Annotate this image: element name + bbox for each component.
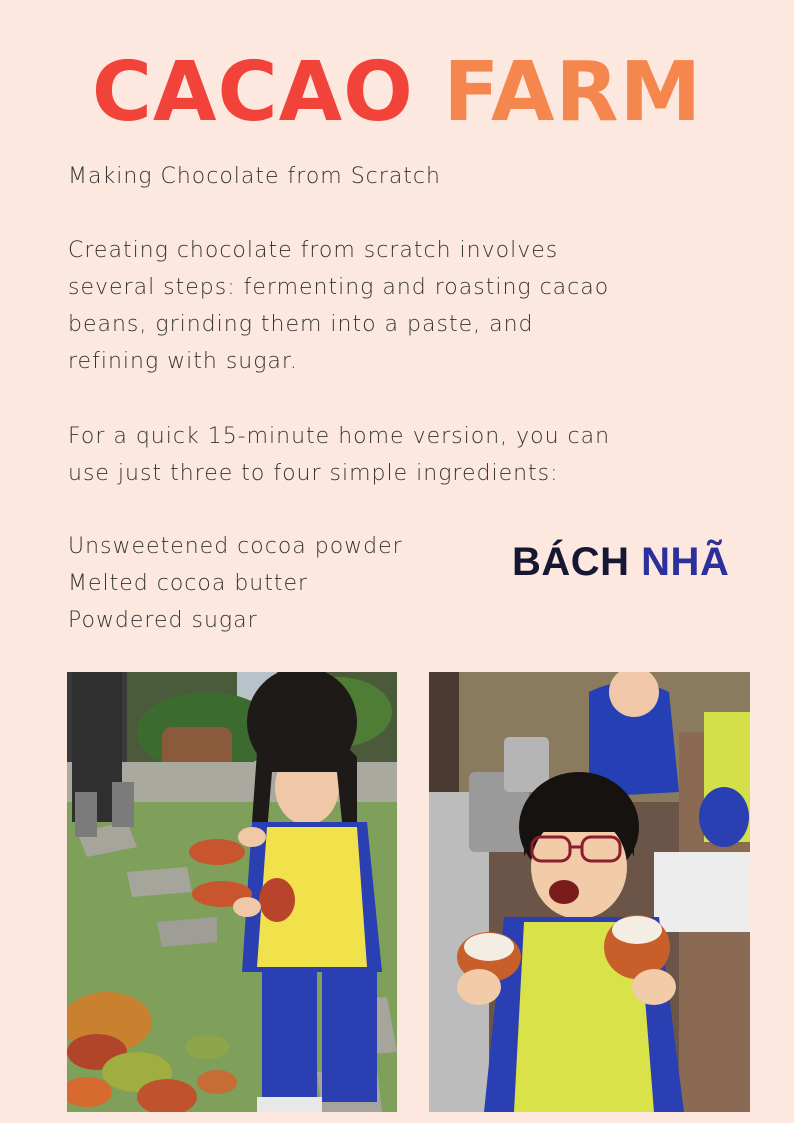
photo-girl-holding-cacao-pods [67, 672, 397, 1112]
photo-girl-holding-open-cacao-pods [429, 672, 750, 1112]
title-word-farm: FARM [443, 45, 703, 140]
page-title [0, 45, 794, 140]
ingredient-item: Powdered sugar [68, 608, 258, 633]
title-word-cacao: CACAO [91, 45, 414, 140]
brand-word-bach: BÁCH [512, 540, 630, 584]
paragraph-home-version: For a quick 15-minute home version, you can use just three to four simple ingredients: [68, 424, 611, 486]
brand-word-nha: NHÃ [641, 540, 730, 584]
subtitle: Making Chocolate from Scratch [68, 164, 441, 189]
ingredient-item: Unsweetened cocoa powder [68, 534, 403, 559]
brand-logo [512, 540, 729, 585]
paragraph-steps: Creating chocolate from scratch involves several steps: fermenting and roasting cacao beans, grinding them into a paste, and refining with sugar. [68, 238, 610, 374]
ingredient-item: Melted cocoa butter [68, 571, 309, 596]
